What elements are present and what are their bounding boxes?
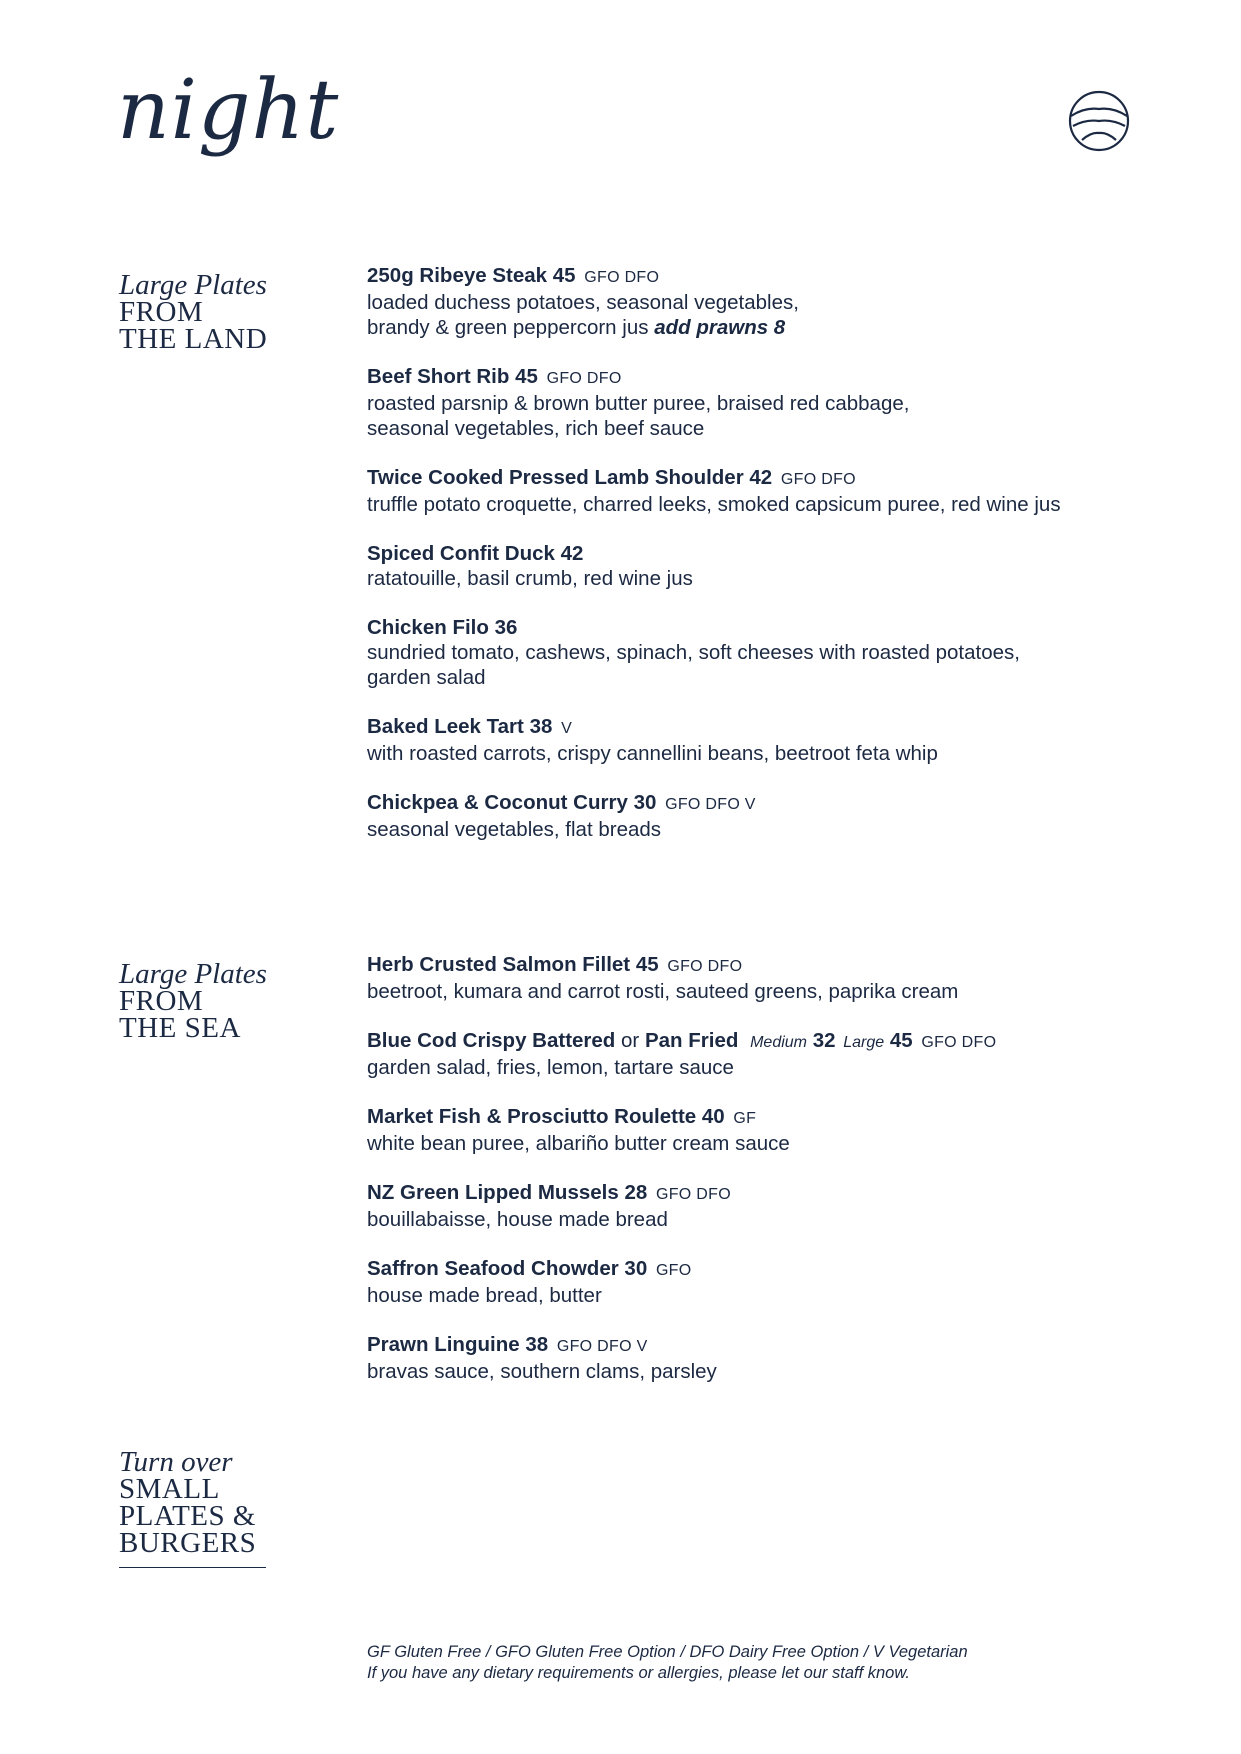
menu-item-blue-cod	[367, 1028, 1147, 1080]
dish-name: 250g Ribeye Steak	[367, 264, 548, 287]
menu-item	[367, 1332, 1147, 1384]
heading-sub: Turn over	[119, 1446, 233, 1478]
menu-item	[367, 615, 1147, 690]
dish-price: 38	[525, 1333, 549, 1356]
page-title: night	[117, 63, 340, 158]
menu-item	[367, 790, 1147, 842]
dietary-tags: GFO DFO	[921, 1034, 997, 1051]
dish-price: 40	[701, 1105, 725, 1128]
heading-main-line: FROM	[119, 296, 204, 328]
dish-name: Chicken Filo	[367, 616, 489, 639]
dietary-tags: GF	[733, 1110, 757, 1127]
section-heading-sea	[119, 960, 339, 1042]
menu-list-land	[367, 263, 1147, 866]
dish-description: brandy & green peppercorn jus	[367, 316, 649, 339]
dish-description: truffle potato croquette, charred leeks, smoked capsicum puree, red wine jus	[367, 493, 1061, 516]
heading-sub: Large Plates	[119, 269, 267, 301]
dish-description: seasonal vegetables, rich beef sauce	[367, 417, 705, 440]
dish-name: Beef Short Rib	[367, 365, 510, 388]
menu-list-sea	[367, 952, 1147, 1408]
menu-item	[367, 364, 1147, 441]
dish-price: 45	[552, 264, 576, 287]
dish-price: 30	[633, 791, 657, 814]
menu-item	[367, 541, 1147, 591]
dietary-legend	[367, 1642, 1147, 1684]
dietary-tags: GFO DFO	[546, 370, 622, 387]
dietary-tags: GFO DFO	[780, 471, 856, 488]
section-heading-land	[119, 271, 339, 353]
dish-name: Herb Crusted Salmon Fillet	[367, 953, 631, 976]
heading-main-line: THE SEA	[119, 1012, 241, 1044]
dish-description: garden salad, fries, lemon, tartare sauce	[367, 1056, 734, 1079]
dish-price: 30	[624, 1257, 648, 1280]
dietary-tags: V	[561, 720, 573, 737]
heading-sub: Large Plates	[119, 958, 267, 990]
dish-price: 28	[624, 1181, 648, 1204]
dish-description: beetroot, kumara and carrot rosti, sauteed greens, paprika cream	[367, 980, 959, 1003]
dish-description: loaded duchess potatoes, seasonal vegetables,	[367, 291, 799, 314]
dietary-tags: GFO DFO	[655, 1186, 731, 1203]
dish-name: NZ Green Lipped Mussels	[367, 1181, 619, 1204]
dietary-tags: GFO DFO	[584, 269, 660, 286]
dish-price: 45	[635, 953, 659, 976]
dish-description-line	[367, 315, 1147, 340]
dish-name-alt: Pan Fried	[644, 1029, 739, 1052]
dish-name: Saffron Seafood Chowder	[367, 1257, 619, 1280]
menu-item	[367, 1180, 1147, 1232]
dish-name: Baked Leek Tart	[367, 715, 524, 738]
legend-text: GF Gluten Free / GFO Gluten Free Option / DFO Dairy Free Option / V Vegetarian	[367, 1643, 968, 1661]
dish-name: Twice Cooked Pressed Lamb Shoulder	[367, 466, 744, 489]
dish-price: 36	[494, 616, 518, 639]
heading-main-line: THE LAND	[119, 323, 268, 355]
dish-name: Spiced Confit Duck	[367, 542, 555, 565]
dish-description: seasonal vegetables, flat breads	[367, 818, 662, 841]
dish-description: sundried tomato, cashews, spinach, soft cheeses with roasted potatoes,	[367, 641, 1020, 664]
turn-over-heading	[119, 1448, 339, 1568]
dish-description: garden salad	[367, 666, 486, 689]
dish-name: Chickpea & Coconut Curry	[367, 791, 628, 814]
allergy-note: If you have any dietary requirements or allergies, please let our staff know.	[367, 1664, 910, 1682]
heading-main-line: PLATES &	[119, 1500, 256, 1532]
dish-price: 42	[749, 466, 773, 489]
dish-name: Prawn Linguine	[367, 1333, 520, 1356]
underline-divider	[119, 1567, 266, 1568]
menu-item	[367, 1104, 1147, 1156]
menu-item	[367, 952, 1147, 1004]
menu-item	[367, 714, 1147, 766]
dish-addon: add prawns 8	[654, 316, 786, 339]
dish-description: roasted parsnip & brown butter puree, braised red cabbage,	[367, 392, 910, 415]
dietary-tags: GFO	[655, 1262, 692, 1279]
dish-description: bravas sauce, southern clams, parsley	[367, 1360, 717, 1383]
wave-circle-icon	[1068, 90, 1130, 152]
dish-price-large: 45	[889, 1029, 913, 1052]
dish-name: Blue Cod Crispy Battered	[367, 1029, 616, 1052]
dish-description: white bean puree, albariño butter cream sauce	[367, 1132, 790, 1155]
menu-item	[367, 1256, 1147, 1308]
dietary-tags: GFO DFO V	[556, 1338, 648, 1355]
heading-main-line: FROM	[119, 985, 204, 1017]
dish-description: ratatouille, basil crumb, red wine jus	[367, 567, 693, 590]
dietary-tags: GFO DFO	[667, 958, 743, 975]
dish-description: with roasted carrots, crispy cannellini beans, beetroot feta whip	[367, 742, 938, 765]
heading-main-line: SMALL	[119, 1473, 220, 1505]
size-label-medium: Medium	[750, 1034, 807, 1051]
dish-name-separator: or	[621, 1029, 640, 1052]
dietary-tags: GFO DFO V	[665, 796, 756, 813]
dish-price: 38	[529, 715, 553, 738]
menu-item	[367, 465, 1147, 517]
menu-item	[367, 263, 1147, 340]
dish-name: Market Fish & Prosciutto Roulette	[367, 1105, 697, 1128]
dish-price: 42	[560, 542, 584, 565]
dish-price-medium: 32	[812, 1029, 836, 1052]
heading-main-line: BURGERS	[119, 1527, 257, 1559]
dish-price: 45	[515, 365, 538, 388]
dish-description: bouillabaisse, house made bread	[367, 1208, 668, 1231]
size-label-large: Large	[843, 1034, 885, 1051]
dish-description: house made bread, butter	[367, 1284, 602, 1307]
